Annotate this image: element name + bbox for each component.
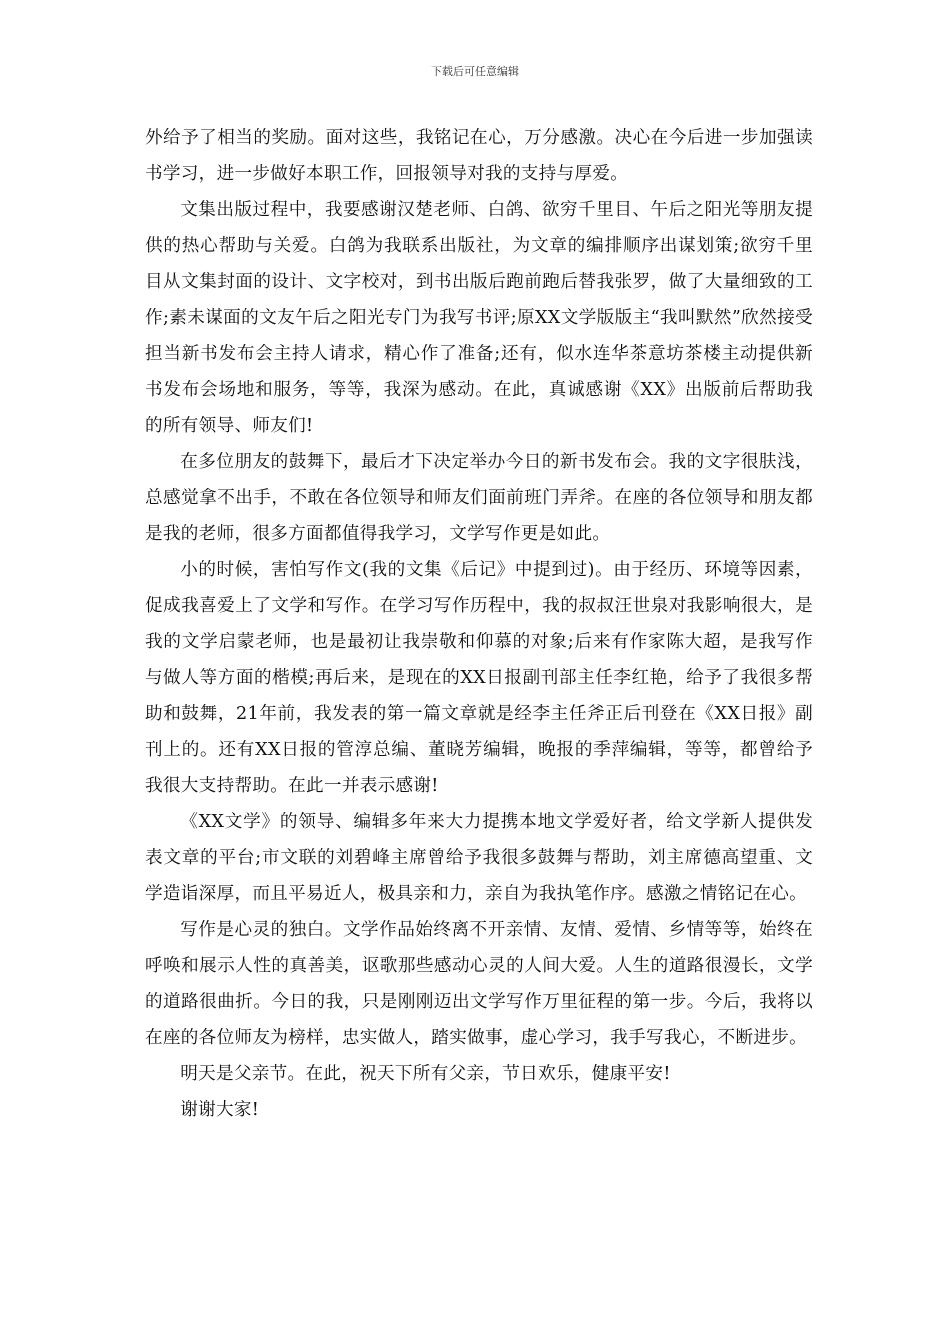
document-body xyxy=(145,120,813,1128)
paragraph-5: 《XX文学》的领导、编辑多年来大力提携本地文学爱好者，给文学新人提供发表文章的平台;市文联的刘碧峰主席曾给予我很多鼓舞与帮助，刘主席德高望重、文学造诣深厚，而且平易近人，极具亲和力，亲自为我执笔作序。感激之情铭记在心。 xyxy=(145,812,813,904)
paragraph-6: 写作是心灵的独白。文学作品始终离不开亲情、友情、爱情、乡情等等，始终在呼唤和展示人性的真善美，讴歌那些感动心灵的人间大爱。人生的道路很漫长，文学的道路很曲折。今日的我，只是刚刚迈出文学写作万里征程的第一步。今后，我将以在座的各位师友为榜样，忠实做人，踏实做事，虚心学习，我手写我心，不断进步。 xyxy=(145,920,813,1048)
paragraph-7: 明天是父亲节。在此，祝天下所有父亲，节日欢乐，健康平安! xyxy=(180,1064,671,1084)
paragraph-4: 小的时候，害怕写作文(我的文集《后记》中提到过)。由于经历、环境等因素，促成我喜爱上了文学和写作。在学习写作历程中，我的叔叔汪世泉对我影响很大，是我的文学启蒙老师，也是最初让我崇敬和仰慕的对象;后来有作家陈大超，是我写作与做人等方面的楷模;再后来，是现在的XX日报副刊部主任李红艳，给予了我很多帮助和鼓舞，21年前，我发表的第一篇文章就是经李主任斧正后刊登在《XX日报》副刊上的。还有XX日报的管淳总编、董晓芳编辑，晚报的季萍编辑，等等，都曾给予我很大支持帮助。在此一并表示感谢! xyxy=(145,560,813,796)
page-header: 下载后可任意编辑 xyxy=(431,65,519,78)
paragraph-8: 谢谢大家! xyxy=(180,1100,260,1120)
paragraph-3: 在多位朋友的鼓舞下，最后才下决定举办今日的新书发布会。我的文字很肤浅，总感觉拿不出手，不敢在各位领导和师友们面前班门弄斧。在座的各位领导和朋友都是我的老师，很多方面都值得我学习，文学写作更是如此。 xyxy=(145,452,813,544)
paragraph-1: 外给予了相当的奖励。面对这些，我铭记在心，万分感激。决心在今后进一步加强读书学习，进一步做好本职工作，回报领导对我的支持与厚爱。 xyxy=(145,128,813,184)
paragraph-2: 文集出版过程中，我要感谢汉楚老师、白鸽、欲穷千里目、午后之阳光等朋友提供的热心帮助与关爱。白鸽为我联系出版社，为文章的编排顺序出谋划策;欲穷千里目从文集封面的设计、文字校对，到书出版后跑前跑后替我张罗，做了大量细致的工作;素未谋面的文友午后之阳光专门为我写书评;原XX文学版版主“我叫默然”欣然接受担当新书发布会主持人请求，精心作了准备;还有，似水连华茶意坊茶楼主动提供新书发布会场地和服务，等等，我深为感动。在此，真诚感谢《XX》出版前后帮助我的所有领导、师友们! xyxy=(145,200,813,436)
